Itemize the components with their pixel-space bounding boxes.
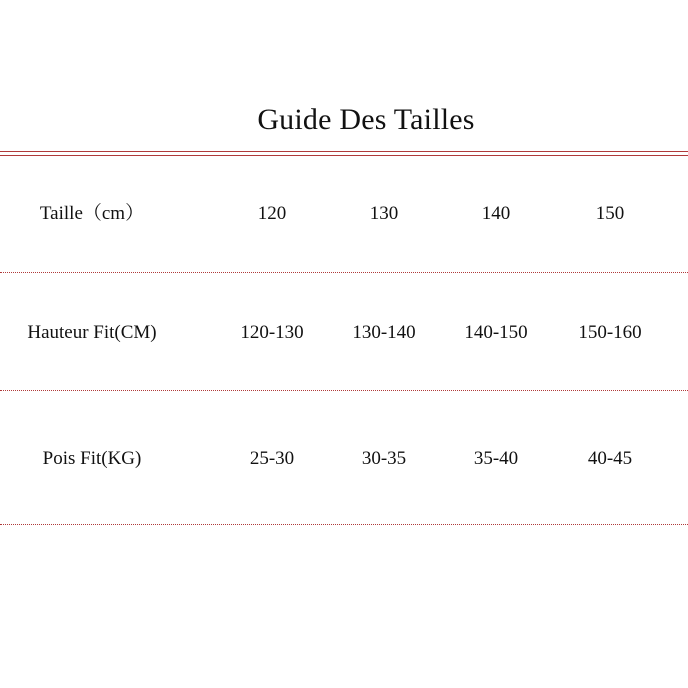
size-value: 150 [595, 203, 625, 224]
weight-value: 35-40 [473, 448, 519, 469]
weight-value: 25-30 [249, 448, 295, 469]
row-divider [0, 272, 688, 273]
row-label-hauteur: Hauteur Fit(CM) [27, 322, 157, 343]
weight-row [0, 439, 688, 479]
size-row [0, 194, 688, 234]
weight-value: 30-35 [361, 448, 407, 469]
height-value: 130-140 [352, 322, 416, 343]
row-label-taille: Taille（cm） [39, 203, 145, 224]
row-label-pois: Pois Fit(KG) [42, 448, 142, 469]
height-value: 140-150 [464, 322, 528, 343]
row-divider [0, 524, 688, 525]
page-title: Guide Des Tailles [257, 103, 475, 136]
height-row [0, 313, 688, 353]
row-divider [0, 390, 688, 391]
height-value: 120-130 [240, 322, 304, 343]
height-value: 150-160 [578, 322, 642, 343]
size-value: 140 [481, 203, 511, 224]
weight-value: 40-45 [587, 448, 633, 469]
size-value: 120 [257, 203, 287, 224]
size-value: 130 [369, 203, 399, 224]
title-divider [0, 151, 688, 156]
